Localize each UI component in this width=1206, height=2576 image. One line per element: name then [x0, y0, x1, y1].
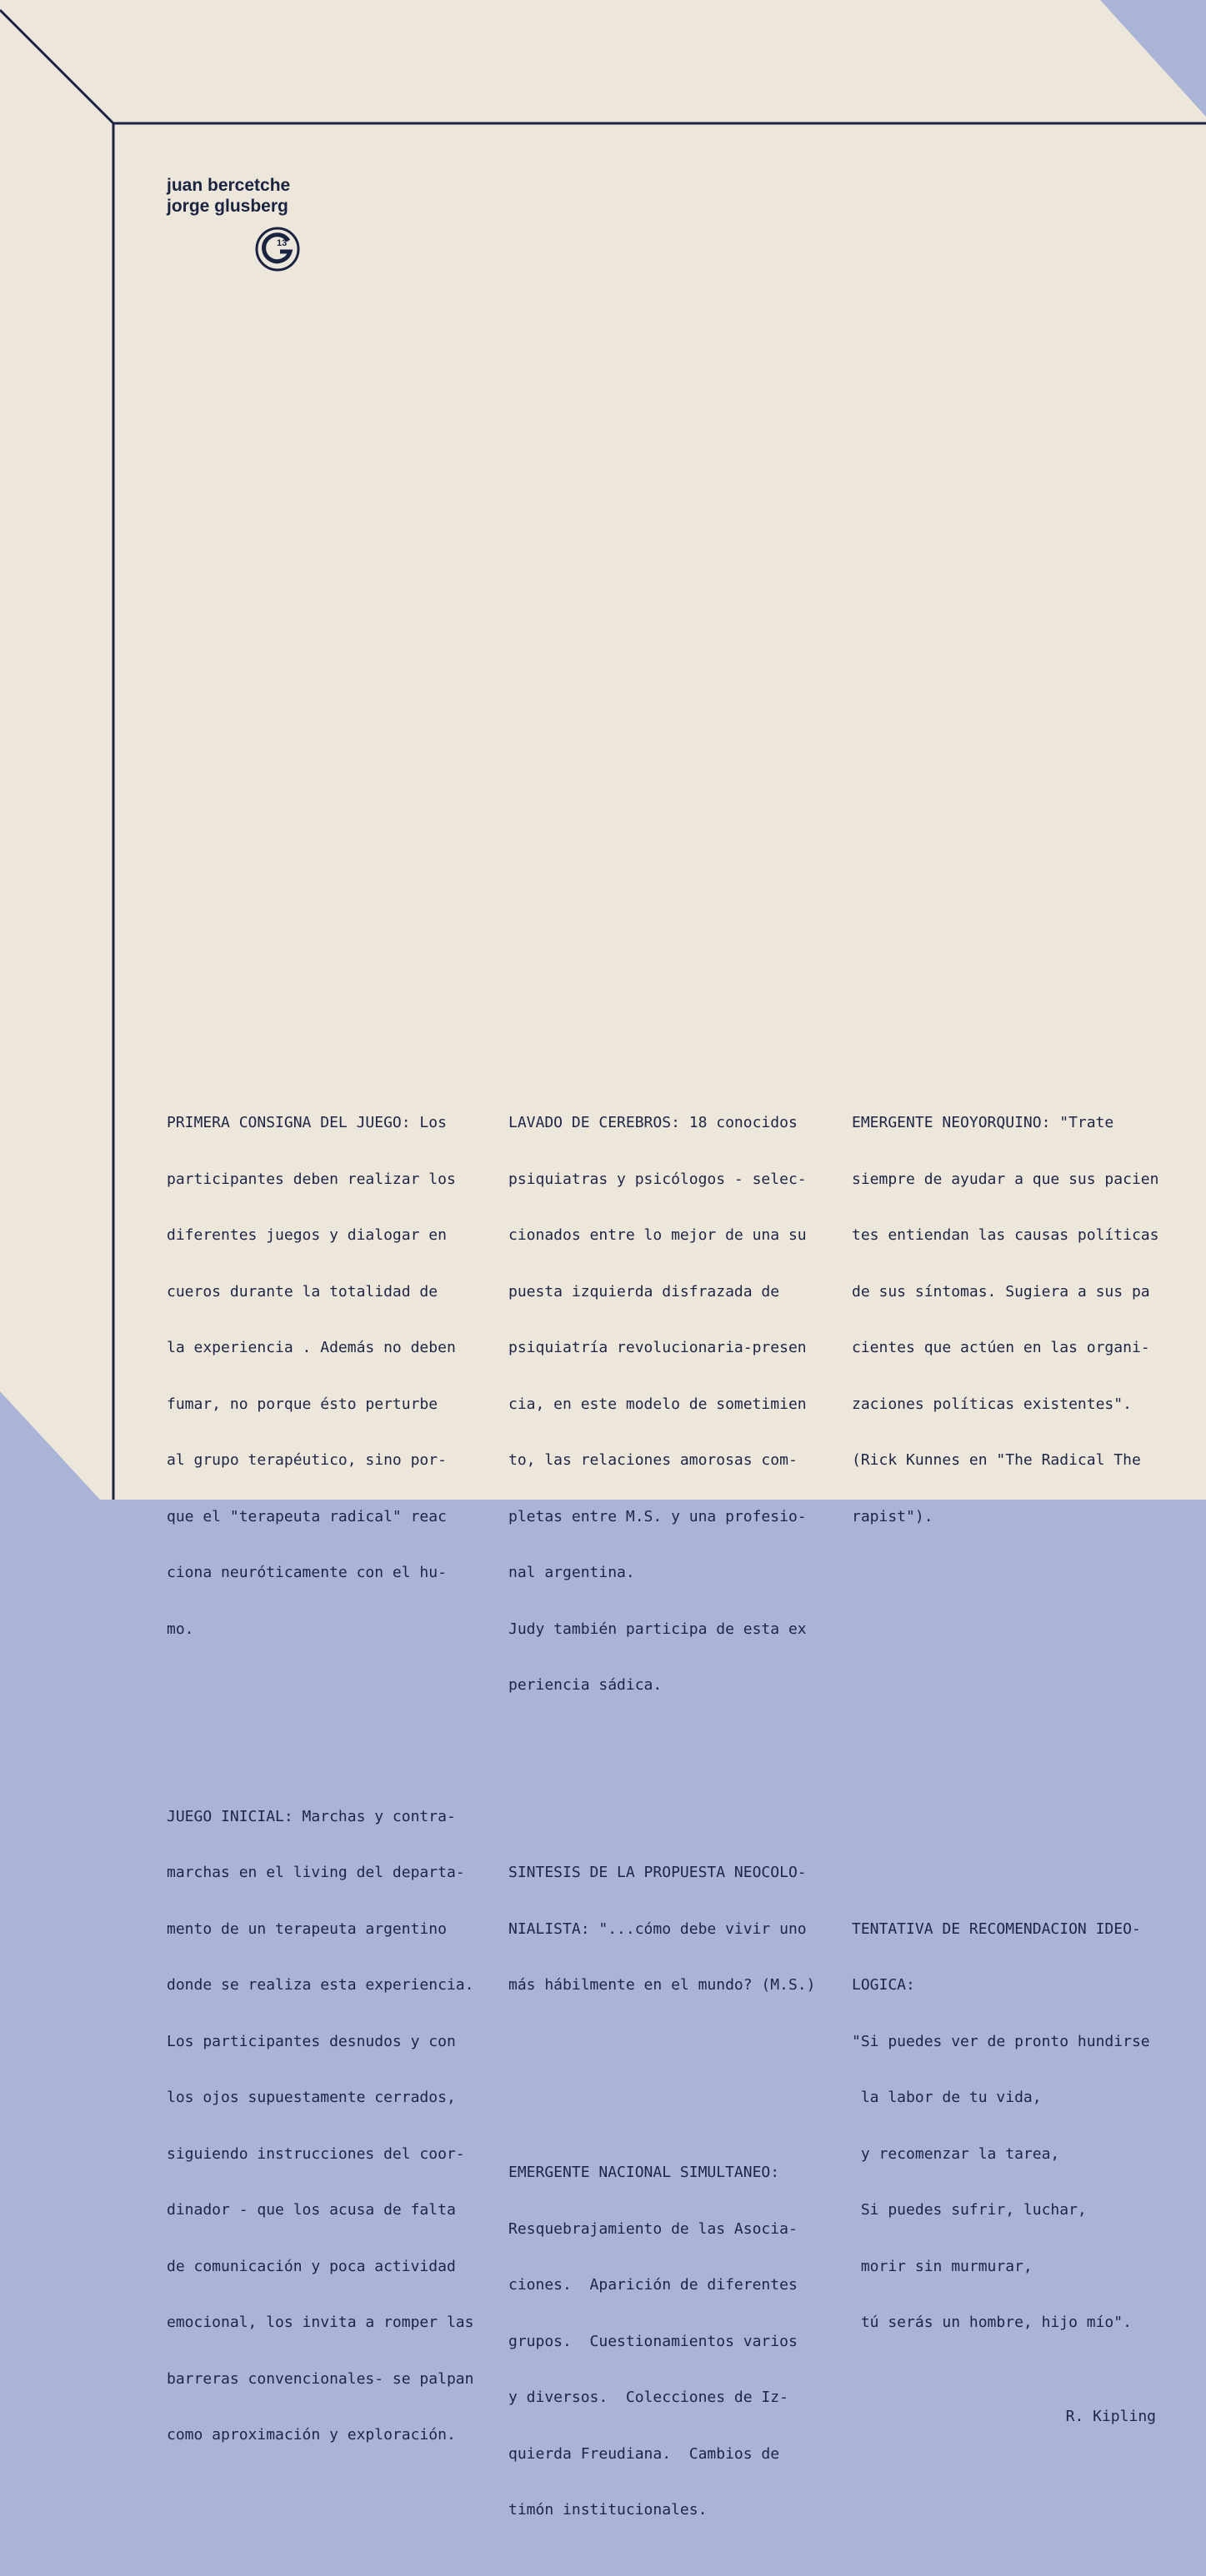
text-line: ciones. Aparición de diferentes	[508, 2276, 798, 2294]
text-line: periencia sádica.	[508, 1676, 663, 1694]
paragraph-juego-inicial	[167, 1770, 473, 2483]
text-line: más hábilmente en el mundo? (M.S.)	[508, 1976, 816, 1994]
text-line: NIALISTA: "...cómo debe vivir uno	[508, 1920, 807, 1938]
text-line: quierda Freudiana. Cambios de	[508, 2444, 780, 2463]
text-line: marchas en el living del departa-	[167, 1864, 465, 1881]
text-line: SINTESIS DE LA PROPUESTA NEOCOLO-	[508, 1864, 807, 1881]
text-line: y diversos. Colecciones de Iz-	[508, 2389, 788, 2406]
text-line: la labor de tu vida,	[852, 2089, 1042, 2106]
logo-text: 13	[277, 238, 288, 248]
column-left	[167, 1039, 473, 2501]
g13-logo-icon	[255, 227, 300, 272]
text-line: pletas entre M.S. y una profesio-	[508, 1507, 807, 1525]
text-line: Los participantes desnudos y con	[167, 2032, 456, 2050]
text-line: rapist").	[852, 1507, 933, 1525]
text-line: Si puedes sufrir, luchar,	[852, 2201, 1087, 2219]
text-line: de comunicación y poca actividad	[167, 2257, 456, 2275]
text-line: cia, en este modelo de sometimien	[508, 1395, 807, 1413]
paragraph-sintesis	[508, 1826, 815, 2033]
text-line: siguiendo instrucciones del coor-	[167, 2144, 465, 2163]
paragraph-lavado-de-cerebros	[508, 1076, 815, 1733]
signature: R. Kipling	[1065, 2407, 1156, 2425]
text-line: cueros durante la totalidad de	[167, 1282, 438, 1300]
text-line: psiquiatras y psicólogos - selec-	[508, 1170, 807, 1188]
text-line: ciona neuróticamente con el hu-	[167, 1564, 447, 1581]
text-line: (Rick Kunnes en "The Radical The	[852, 1451, 1141, 1469]
text-line: que el "terapeuta radical" reac	[167, 1507, 447, 1525]
paragraph-primera-consigna	[167, 1076, 473, 1676]
text-line: EMERGENTE NACIONAL SIMULTANEO:	[508, 2164, 780, 2181]
text-line: fumar, no porque ésto perturbe	[167, 1395, 438, 1413]
text-line: cionados entre lo mejor de una su	[508, 1226, 807, 1244]
text-line: al grupo terapéutico, sino por-	[167, 1451, 447, 1469]
text-line: donde se realiza esta experiencia.	[167, 1976, 474, 1994]
text-line: de sus síntomas. Sugiera a sus pa	[852, 1282, 1150, 1300]
paragraph-emergente-neoyorquino	[852, 1076, 1158, 1564]
text-line: como aproximación y exploración.	[167, 2426, 456, 2444]
author-name: juan bercetche	[167, 176, 291, 195]
paragraph-emergente-nacional	[508, 2126, 815, 2558]
text-line: LOGICA:	[852, 1976, 915, 1994]
text-line: mo.	[167, 1620, 194, 1638]
text-line: EMERGENTE NEOYORQUINO: "Trate	[852, 1114, 1114, 1131]
text-line: siempre de ayudar a que sus pacien	[852, 1170, 1159, 1188]
text-line: morir sin murmurar,	[852, 2257, 1033, 2275]
column-middle	[508, 1039, 815, 2576]
text-line: emocional, los invita a romper las	[167, 2314, 474, 2331]
text-line: y recomenzar la tarea,	[852, 2144, 1060, 2163]
text-line: mento de un terapeuta argentino	[167, 1920, 447, 1938]
text-line: los ojos supuestamente cerrados,	[167, 2089, 456, 2106]
text-line: to, las relaciones amorosas com-	[508, 1451, 798, 1469]
text-line: PRIMERA CONSIGNA DEL JUEGO: Los	[167, 1114, 447, 1131]
text-line: "Si puedes ver de pronto hundirse	[852, 2032, 1150, 2050]
author-name: jorge glusberg	[167, 197, 288, 216]
text-line: grupos. Cuestionamientos varios	[508, 2332, 798, 2350]
diagonal-corner-line	[0, 10, 113, 123]
author-block	[167, 175, 290, 217]
text-line: tes entiendan las causas políticas	[852, 1226, 1159, 1244]
text-line: zaciones políticas existentes".	[852, 1395, 1132, 1413]
text-line: tú serás un hombre, hijo mío".	[852, 2314, 1132, 2331]
text-line: dinador - que los acusa de falta	[167, 2201, 456, 2219]
text-line: nal argentina.	[508, 1564, 635, 1581]
text-line: diferentes juegos y dialogar en	[167, 1226, 447, 1244]
text-line: TENTATIVA DE RECOMENDACION IDEO-	[852, 1920, 1141, 1938]
text-line: participantes deben realizar los	[167, 1170, 456, 1188]
text-line: JUEGO INICIAL: Marchas y contra-	[167, 1807, 456, 1825]
text-line: barreras convencionales- se palpan	[167, 2369, 474, 2388]
text-line: cientes que actúen en las organi-	[852, 1339, 1150, 1356]
text-line: LAVADO DE CEREBROS: 18 conocidos	[508, 1114, 798, 1131]
column-right	[852, 1039, 1158, 2445]
text-line: la experiencia . Además no deben	[167, 1339, 456, 1356]
paragraph-tentativa	[852, 1883, 1158, 2370]
text-line: Resquebrajamiento de las Asocia-	[508, 2219, 798, 2238]
text-line: timón institucionales.	[508, 2501, 708, 2519]
text-line: puesta izquierda disfrazada de	[508, 1282, 780, 1300]
text-line: Judy también participa de esta ex	[508, 1620, 807, 1638]
text-line: psiquiatría revolucionaria-presen	[508, 1339, 807, 1356]
